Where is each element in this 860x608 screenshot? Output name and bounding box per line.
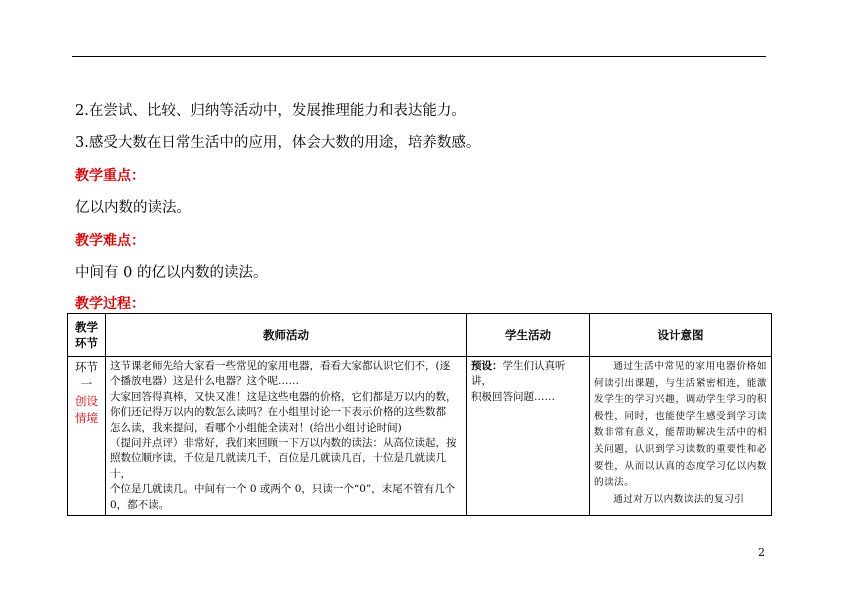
stage-name-line2: 情境 [75, 411, 98, 425]
teacher-activity-cell [106, 357, 467, 516]
difficulty-text: 中间有 0 的亿以内数的读法。 [75, 265, 268, 281]
difficulty-heading: 教学难点： [75, 233, 145, 249]
objective-2: 2.在尝试、比较、归纳等活动中，发展推理能力和表达能力。 [75, 103, 466, 119]
teacher-line: 这节课老师先给大家看一些常见的家用电器，看看大家都认识它们不，(逐 [110, 360, 451, 372]
page-number: 2 [758, 546, 765, 559]
objective-3: 3.感受大数在日常生活中的应用，体会大数的用途，培养数感。 [75, 135, 481, 151]
header-student: 学生活动 [467, 314, 590, 357]
header-teacher: 教师活动 [106, 314, 467, 357]
design-paragraph-2: 通过对万以内数读法的复习引 [613, 493, 745, 505]
header-stage [68, 314, 106, 357]
teacher-line: 大家回答得真棒，又快又准！这是这些电器的价格，它们都是万以内的数， [110, 390, 457, 403]
teacher-line: 0，都不读。 [110, 498, 170, 511]
teacher-line: 个位是几就读几。中间有一个 0 或两个 0，只读一个“0”，末尾不管有几个 [110, 483, 456, 496]
teacher-line: （提问并点评）非常好，我们来回顾一下万以内数的读法：从高位读起，按 [110, 437, 457, 450]
header-stage-line2: 环节 [75, 336, 98, 350]
header-rule [72, 56, 766, 57]
student-text: 学生们认真听讲， [471, 360, 566, 388]
teacher-line: 你们还记得万以内的数怎么读吗？在小组里讨论一下表示价格的这些数都 [110, 406, 446, 419]
lesson-plan-table [67, 313, 772, 516]
student-text-2: 积极回答问题…… [471, 390, 555, 403]
stage-cell [68, 357, 106, 516]
stage-label-line2: 一 [80, 377, 93, 391]
table-header-row [68, 314, 772, 357]
process-heading: 教学过程： [75, 296, 145, 312]
teacher-line: 怎么读，我来提问，看哪个小组能全读对！(给出小组讨论时间) [110, 421, 402, 434]
stage-label-line1: 环节 [75, 360, 98, 374]
design-paragraph-1: 通过生活中常见的家用电器价格如何读引出课题，与生活紧密相连，能激发学生的学习兴趣，调动学生学习的积极性，同时，也能使学生感受到学习读数非常有意义，能帮助解决生活中的相关问题，认识到学习读数的重要性和必要性，从而以认真的态度学习亿以内数的读法。 [594, 361, 767, 489]
key-point-text: 亿以内数的读法。 [75, 200, 191, 216]
table-row [68, 357, 772, 516]
student-activity-cell [467, 357, 590, 516]
header-stage-line1: 教学 [75, 320, 98, 334]
stage-name-line1: 创设 [75, 394, 98, 408]
key-point-heading: 教学重点： [75, 168, 145, 184]
teacher-line: 照数位顺序读，千位是几就读几千，百位是几就读几百，十位是几就读几十， [110, 452, 446, 480]
header-design: 设计意图 [590, 314, 772, 357]
design-intent-cell [590, 357, 772, 516]
teacher-line: 个播放电器）这是什么电器？这个呢…… [110, 375, 299, 388]
student-preset-label: 预设： [471, 360, 503, 372]
